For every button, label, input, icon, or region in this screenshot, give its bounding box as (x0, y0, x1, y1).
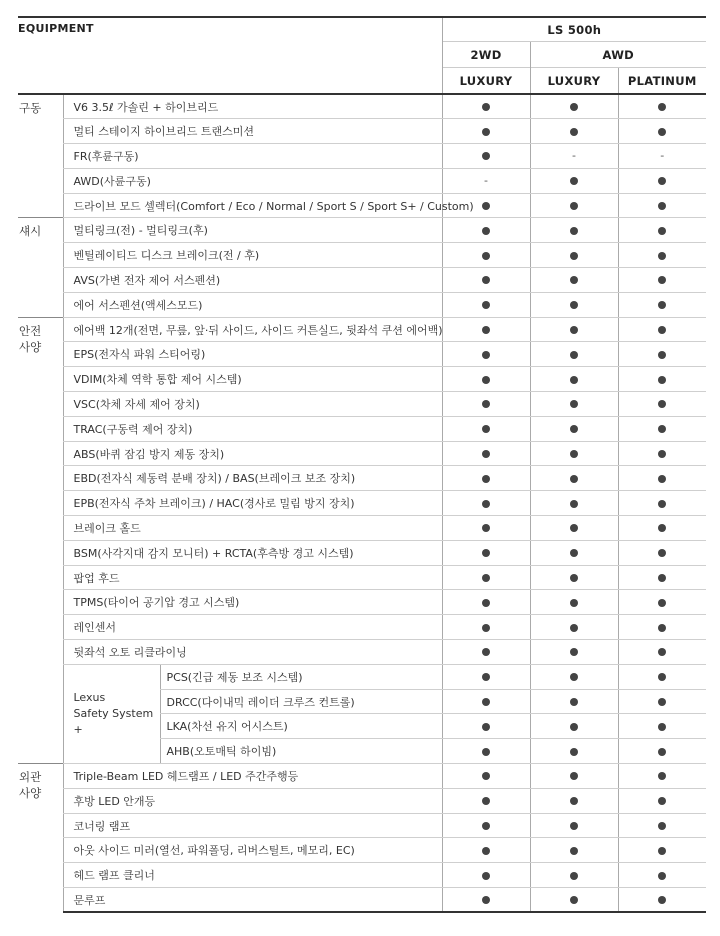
table-row (18, 119, 706, 144)
standard-mark (530, 838, 618, 863)
item-label: 문루프 (63, 888, 442, 913)
standard-mark (618, 193, 706, 218)
standard-mark (530, 888, 618, 913)
filled-dot-icon (570, 822, 578, 830)
table-row (18, 168, 706, 193)
standard-mark (442, 119, 530, 144)
standard-mark (618, 540, 706, 565)
standard-mark (442, 144, 530, 169)
standard-mark (442, 416, 530, 441)
item-label: VSC(차체 자세 제어 장치) (63, 392, 442, 417)
standard-mark (618, 838, 706, 863)
filled-dot-icon (570, 772, 578, 780)
standard-mark (442, 788, 530, 813)
filled-dot-icon (570, 276, 578, 284)
filled-dot-icon (482, 202, 490, 210)
standard-mark (530, 689, 618, 714)
filled-dot-icon (482, 847, 490, 855)
filled-dot-icon (658, 549, 666, 557)
filled-dot-icon (570, 301, 578, 309)
standard-mark (618, 689, 706, 714)
filled-dot-icon (570, 400, 578, 408)
filled-dot-icon (658, 748, 666, 756)
standard-mark (442, 764, 530, 789)
filled-dot-icon (570, 748, 578, 756)
equipment-rows (18, 94, 706, 912)
standard-mark (618, 565, 706, 590)
standard-mark (618, 739, 706, 764)
item-label: 에어 서스펜션(액세스모드) (63, 292, 442, 317)
standard-mark (442, 516, 530, 541)
standard-mark (530, 565, 618, 590)
filled-dot-icon (658, 177, 666, 185)
standard-mark (442, 218, 530, 243)
standard-mark (618, 863, 706, 888)
standard-mark (530, 466, 618, 491)
standard-mark (618, 367, 706, 392)
standard-mark (618, 392, 706, 417)
filled-dot-icon (658, 698, 666, 706)
filled-dot-icon (482, 748, 490, 756)
filled-dot-icon (658, 376, 666, 384)
not-available-mark (530, 144, 618, 169)
item-label: 레인센서 (63, 615, 442, 640)
standard-mark (530, 317, 618, 342)
standard-mark (530, 640, 618, 665)
standard-mark (530, 739, 618, 764)
standard-mark (442, 466, 530, 491)
filled-dot-icon (570, 326, 578, 334)
standard-mark (530, 392, 618, 417)
trim-header: PLATINUM (618, 68, 706, 95)
standard-mark (530, 590, 618, 615)
item-label: 뒷좌석 오토 리클라이닝 (63, 640, 442, 665)
filled-dot-icon (570, 475, 578, 483)
item-label: AWD(사륜구동) (63, 168, 442, 193)
table-row (18, 565, 706, 590)
dash-mark: - (484, 174, 488, 188)
drive-2wd-header: 2WD (442, 42, 530, 68)
table-row (18, 144, 706, 169)
filled-dot-icon (658, 648, 666, 656)
standard-mark (618, 516, 706, 541)
filled-dot-icon (658, 723, 666, 731)
filled-dot-icon (482, 549, 490, 557)
standard-mark (618, 441, 706, 466)
table-row (18, 540, 706, 565)
table-row (18, 590, 706, 615)
item-label: 벤틸레이티드 디스크 브레이크(전 / 후) (63, 243, 442, 268)
filled-dot-icon (482, 450, 490, 458)
filled-dot-icon (482, 599, 490, 607)
filled-dot-icon (482, 326, 490, 334)
filled-dot-icon (482, 425, 490, 433)
filled-dot-icon (482, 624, 490, 632)
filled-dot-icon (482, 673, 490, 681)
filled-dot-icon (482, 128, 490, 136)
standard-mark (442, 615, 530, 640)
standard-mark (618, 788, 706, 813)
item-label: 멀티링크(전) - 멀티링크(후) (63, 218, 442, 243)
table-row (18, 243, 706, 268)
filled-dot-icon (658, 822, 666, 830)
filled-dot-icon (658, 128, 666, 136)
filled-dot-icon (570, 252, 578, 260)
table-row (18, 466, 706, 491)
table-row (18, 392, 706, 417)
filled-dot-icon (570, 673, 578, 681)
filled-dot-icon (482, 475, 490, 483)
filled-dot-icon (482, 152, 490, 160)
standard-mark (442, 94, 530, 119)
table-row (18, 367, 706, 392)
filled-dot-icon (658, 574, 666, 582)
table-row (18, 441, 706, 466)
item-label: 후방 LED 안개등 (63, 788, 442, 813)
filled-dot-icon (570, 425, 578, 433)
filled-dot-icon (482, 797, 490, 805)
table-row (18, 317, 706, 342)
filled-dot-icon (570, 128, 578, 136)
item-label: 에어백 12개(전면, 무릎, 앞·뒤 사이드, 사이드 커튼실드, 뒷좌석 쿠션 에어백) (63, 317, 442, 342)
table-row (18, 863, 706, 888)
table-row (18, 268, 706, 293)
filled-dot-icon (570, 648, 578, 656)
filled-dot-icon (570, 103, 578, 111)
filled-dot-icon (658, 425, 666, 433)
table-row (18, 416, 706, 441)
not-available-mark (618, 144, 706, 169)
table-row (18, 94, 706, 119)
filled-dot-icon (658, 599, 666, 607)
item-label: EPS(전자식 파워 스티어링) (63, 342, 442, 367)
table-row (18, 664, 706, 689)
standard-mark (618, 615, 706, 640)
standard-mark (618, 243, 706, 268)
drive-awd-header: AWD (530, 42, 706, 68)
filled-dot-icon (658, 252, 666, 260)
standard-mark (618, 416, 706, 441)
filled-dot-icon (658, 624, 666, 632)
standard-mark (530, 764, 618, 789)
item-label: EBD(전자식 제동력 분배 장치) / BAS(브레이크 보조 장치) (63, 466, 442, 491)
standard-mark (530, 218, 618, 243)
filled-dot-icon (570, 227, 578, 235)
item-label: BSM(사각지대 감지 모니터) + RCTA(후측방 경고 시스템) (63, 540, 442, 565)
trim-header: LUXURY (530, 68, 618, 95)
item-label: AHB(오토매틱 하이빔) (160, 739, 442, 764)
item-label: 헤드 램프 클리너 (63, 863, 442, 888)
item-label: 팝업 후드 (63, 565, 442, 590)
filled-dot-icon (570, 450, 578, 458)
standard-mark (530, 516, 618, 541)
standard-mark (442, 863, 530, 888)
dash-mark: - (572, 149, 576, 163)
standard-mark (530, 491, 618, 516)
filled-dot-icon (482, 822, 490, 830)
item-label: 드라이브 모드 셀렉터(Comfort / Eco / Normal / Sport S / Sport S+ / Custom) (63, 193, 442, 218)
table-row (18, 888, 706, 913)
filled-dot-icon (482, 648, 490, 656)
item-label: FR(후륜구동) (63, 144, 442, 169)
standard-mark (442, 640, 530, 665)
standard-mark (530, 94, 618, 119)
filled-dot-icon (658, 326, 666, 334)
standard-mark (442, 367, 530, 392)
filled-dot-icon (658, 202, 666, 210)
filled-dot-icon (658, 301, 666, 309)
standard-mark (530, 813, 618, 838)
filled-dot-icon (658, 772, 666, 780)
dash-mark: - (660, 149, 665, 163)
filled-dot-icon (658, 847, 666, 855)
filled-dot-icon (482, 301, 490, 309)
standard-mark (442, 888, 530, 913)
filled-dot-icon (658, 400, 666, 408)
standard-mark (442, 342, 530, 367)
filled-dot-icon (570, 624, 578, 632)
standard-mark (442, 292, 530, 317)
item-label: EPB(전자식 주차 브레이크) / HAC(경사로 밀림 방지 장치) (63, 491, 442, 516)
table-row (18, 218, 706, 243)
standard-mark (442, 441, 530, 466)
standard-mark (618, 292, 706, 317)
standard-mark (618, 664, 706, 689)
filled-dot-icon (482, 276, 490, 284)
standard-mark (530, 119, 618, 144)
standard-mark (618, 168, 706, 193)
equipment-table (18, 16, 706, 913)
standard-mark (442, 243, 530, 268)
standard-mark (442, 714, 530, 739)
filled-dot-icon (570, 698, 578, 706)
standard-mark (442, 739, 530, 764)
category-label: 안전 사양 (18, 317, 63, 763)
standard-mark (618, 491, 706, 516)
filled-dot-icon (570, 797, 578, 805)
filled-dot-icon (658, 673, 666, 681)
filled-dot-icon (482, 400, 490, 408)
standard-mark (530, 540, 618, 565)
standard-mark (530, 168, 618, 193)
item-label: TPMS(타이어 공기압 경고 시스템) (63, 590, 442, 615)
filled-dot-icon (482, 376, 490, 384)
subgroup-label: Lexus Safety System + (63, 664, 160, 763)
standard-mark (442, 664, 530, 689)
category-label: 섀시 (18, 218, 63, 317)
filled-dot-icon (482, 896, 490, 904)
item-label: TRAC(구동력 제어 장치) (63, 416, 442, 441)
standard-mark (442, 689, 530, 714)
standard-mark (530, 416, 618, 441)
category-label: 구동 (18, 94, 63, 218)
standard-mark (530, 367, 618, 392)
filled-dot-icon (570, 872, 578, 880)
standard-mark (618, 764, 706, 789)
standard-mark (530, 342, 618, 367)
table-row (18, 764, 706, 789)
item-label: DRCC(다이내믹 레이더 크루즈 컨트롤) (160, 689, 442, 714)
category-label: 외관 사양 (18, 764, 63, 913)
table-row (18, 615, 706, 640)
standard-mark (618, 466, 706, 491)
standard-mark (530, 292, 618, 317)
table-row (18, 292, 706, 317)
filled-dot-icon (482, 574, 490, 582)
item-label: 멀티 스테이지 하이브리드 트랜스미션 (63, 119, 442, 144)
filled-dot-icon (658, 351, 666, 359)
standard-mark (530, 268, 618, 293)
trim-header: LUXURY (442, 68, 530, 95)
table-row (18, 516, 706, 541)
standard-mark (618, 590, 706, 615)
filled-dot-icon (482, 351, 490, 359)
standard-mark (442, 317, 530, 342)
table-row (18, 813, 706, 838)
item-label: LKA(차선 유지 어시스트) (160, 714, 442, 739)
filled-dot-icon (570, 500, 578, 508)
standard-mark (442, 392, 530, 417)
standard-mark (530, 193, 618, 218)
item-label: V6 3.5ℓ 가솔린 + 하이브리드 (63, 94, 442, 119)
filled-dot-icon (570, 847, 578, 855)
filled-dot-icon (482, 698, 490, 706)
equipment-header: EQUIPMENT (18, 22, 94, 35)
table-row (18, 193, 706, 218)
not-available-mark (442, 168, 530, 193)
standard-mark (618, 218, 706, 243)
filled-dot-icon (482, 252, 490, 260)
standard-mark (618, 268, 706, 293)
standard-mark (442, 813, 530, 838)
standard-mark (442, 540, 530, 565)
filled-dot-icon (658, 475, 666, 483)
table-row (18, 491, 706, 516)
standard-mark (442, 565, 530, 590)
table-row (18, 788, 706, 813)
item-label: AVS(가변 전자 제어 서스펜션) (63, 268, 442, 293)
item-label: ABS(바퀴 잠김 방지 제동 장치) (63, 441, 442, 466)
standard-mark (618, 119, 706, 144)
filled-dot-icon (658, 227, 666, 235)
filled-dot-icon (482, 103, 490, 111)
item-label: PCS(긴급 제동 보조 시스템) (160, 664, 442, 689)
filled-dot-icon (570, 524, 578, 532)
item-label: 아웃 사이드 미러(열선, 파워폴딩, 리버스틸트, 메모리, EC) (63, 838, 442, 863)
standard-mark (442, 838, 530, 863)
filled-dot-icon (570, 549, 578, 557)
filled-dot-icon (570, 351, 578, 359)
standard-mark (530, 441, 618, 466)
item-label: 코너링 램프 (63, 813, 442, 838)
item-label: VDIM(차체 역학 통합 제어 시스템) (63, 367, 442, 392)
standard-mark (530, 714, 618, 739)
filled-dot-icon (658, 524, 666, 532)
filled-dot-icon (658, 797, 666, 805)
standard-mark (530, 615, 618, 640)
filled-dot-icon (482, 872, 490, 880)
filled-dot-icon (482, 723, 490, 731)
filled-dot-icon (570, 723, 578, 731)
table-row (18, 342, 706, 367)
filled-dot-icon (570, 896, 578, 904)
filled-dot-icon (482, 772, 490, 780)
standard-mark (530, 788, 618, 813)
standard-mark (530, 243, 618, 268)
filled-dot-icon (658, 450, 666, 458)
item-label: 브레이크 홀드 (63, 516, 442, 541)
filled-dot-icon (482, 500, 490, 508)
standard-mark (618, 640, 706, 665)
standard-mark (442, 268, 530, 293)
standard-mark (618, 714, 706, 739)
standard-mark (618, 888, 706, 913)
item-label: Triple-Beam LED 헤드램프 / LED 주간주행등 (63, 764, 442, 789)
filled-dot-icon (570, 574, 578, 582)
standard-mark (618, 94, 706, 119)
filled-dot-icon (570, 177, 578, 185)
filled-dot-icon (658, 872, 666, 880)
filled-dot-icon (658, 276, 666, 284)
table-row (18, 838, 706, 863)
filled-dot-icon (570, 202, 578, 210)
standard-mark (442, 590, 530, 615)
filled-dot-icon (482, 524, 490, 532)
filled-dot-icon (570, 376, 578, 384)
standard-mark (618, 813, 706, 838)
standard-mark (442, 491, 530, 516)
standard-mark (618, 317, 706, 342)
filled-dot-icon (658, 103, 666, 111)
filled-dot-icon (658, 500, 666, 508)
standard-mark (530, 664, 618, 689)
standard-mark (530, 863, 618, 888)
filled-dot-icon (482, 227, 490, 235)
model-header: LS 500h (442, 17, 706, 42)
filled-dot-icon (570, 599, 578, 607)
standard-mark (618, 342, 706, 367)
table-row (18, 640, 706, 665)
filled-dot-icon (658, 896, 666, 904)
